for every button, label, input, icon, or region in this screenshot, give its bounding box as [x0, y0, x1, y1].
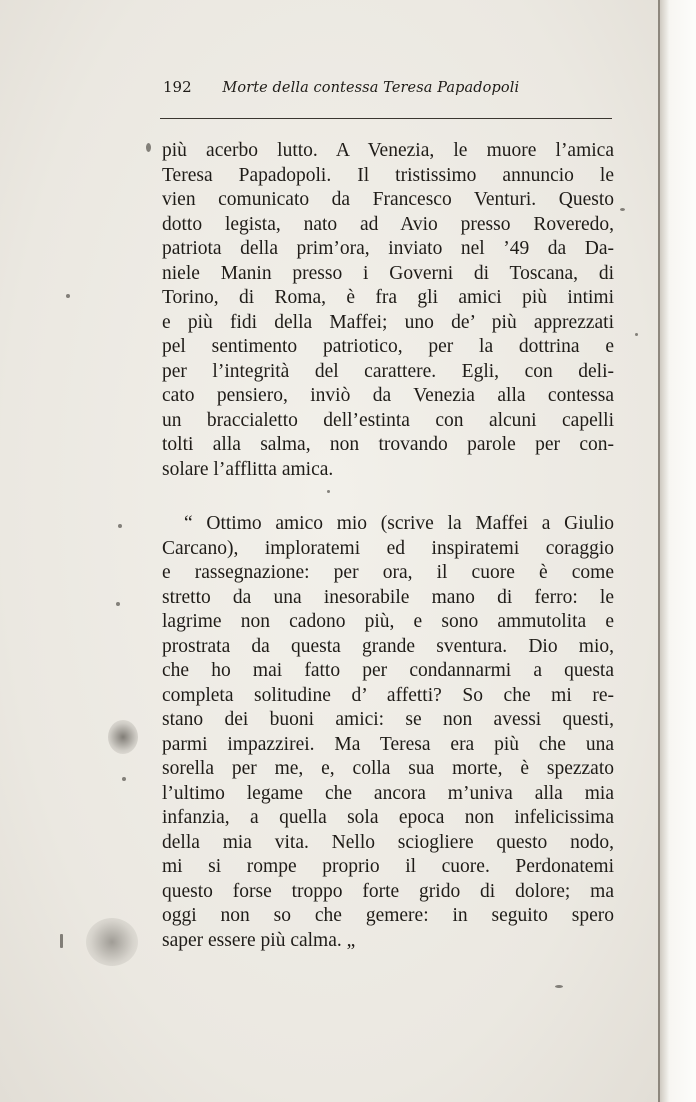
text-line: per l’integrità del carattere. Egli, con deli-: [162, 360, 614, 382]
ink-smudge: [86, 918, 138, 966]
paper-speck: [122, 777, 126, 781]
page-header: [163, 76, 615, 106]
paper-speck: [146, 143, 151, 152]
text-line: Teresa Papadopoli. Il tristissimo annuncio le: [162, 164, 614, 186]
running-title: Morte della contessa Teresa Papadopoli: [222, 80, 520, 96]
header-rule: [160, 118, 612, 119]
paragraph-1: [162, 139, 614, 482]
text-line: e rassegnazione: per ora, il cuore è come: [162, 562, 614, 583]
paper-speck: [116, 602, 120, 606]
paragraph-2-quoted-letter: [162, 512, 614, 953]
text-line: sorella per me, e, colla sua morte, è spezzato: [162, 758, 614, 779]
text-line: infanzia, a quella sola epoca non infelicissima: [162, 807, 614, 828]
text-line: saper essere più calma. „: [162, 929, 356, 951]
text-line: che ho mai fatto per condannarmi a questa: [162, 660, 614, 681]
text-line: pel sentimento patriotico, per la dottrina e: [162, 336, 614, 357]
text-line: questo forse troppo forte grido di dolore; ma: [162, 880, 614, 902]
text-line: un braccialetto dell’estinta con alcuni capelli: [162, 409, 614, 431]
text-line: niele Manin presso i Governi di Toscana, di: [162, 262, 614, 284]
text-line: tolti alla salma, non trovando parole per con-: [162, 434, 614, 455]
paper-speck: [620, 208, 625, 211]
paper-speck: [555, 985, 563, 988]
text-line: stretto da una inesorabile mano di ferro: le: [162, 586, 614, 608]
text-line: patriota della prim’ora, inviato nel ’49 da Da-: [162, 238, 614, 259]
text-line: Carcano), imploratemi ed inspiratemi coraggio: [162, 537, 614, 559]
text-line: “ Ottimo amico mio (scrive la Maffei a Giulio: [184, 513, 614, 534]
paper-speck: [66, 294, 70, 298]
text-line: oggi non so che gemere: in seguito spero: [162, 905, 614, 926]
paper-speck: [635, 333, 638, 336]
text-line: mi si rompe proprio il cuore. Perdonatemi: [162, 856, 614, 877]
text-line: Torino, di Roma, è fra gli amici più intimi: [162, 287, 614, 308]
text-line: solare l’afflitta amica.: [162, 458, 334, 480]
text-line: completa solitudine d’ affetti? So che mi re-: [162, 684, 614, 706]
paper-speck: [327, 490, 330, 493]
text-line: vien comunicato da Francesco Venturi. Questo: [162, 189, 614, 210]
text-line: l’ultimo legame che ancora m’univa alla mia: [162, 782, 614, 804]
paper-speck: [60, 934, 63, 948]
text-line: e più fidi della Maffei; uno de’ più apprezzati: [162, 311, 614, 333]
text-line: dotto legista, nato ad Avio presso Roveredo,: [162, 213, 614, 235]
text-line: più acerbo lutto. A Venezia, le muore l’amica: [162, 140, 614, 161]
page-binding-edge: [658, 0, 696, 1102]
paper-speck: [118, 524, 122, 528]
text-line: parmi impazzirei. Ma Teresa era più che una: [162, 733, 614, 755]
text-line: stano dei buoni amici: se non avessi questi,: [162, 709, 614, 730]
text-line: lagrime non cadono più, e sono ammutolita e: [162, 611, 614, 632]
page-number: 192: [163, 78, 192, 96]
text-line: cato pensiero, inviò da Venezia alla contessa: [162, 385, 614, 406]
text-line: prostrata da questa grande sventura. Dio mio,: [162, 635, 614, 657]
ink-smudge: [108, 720, 138, 754]
text-line: della mia vita. Nello sciogliere questo nodo,: [162, 831, 614, 853]
